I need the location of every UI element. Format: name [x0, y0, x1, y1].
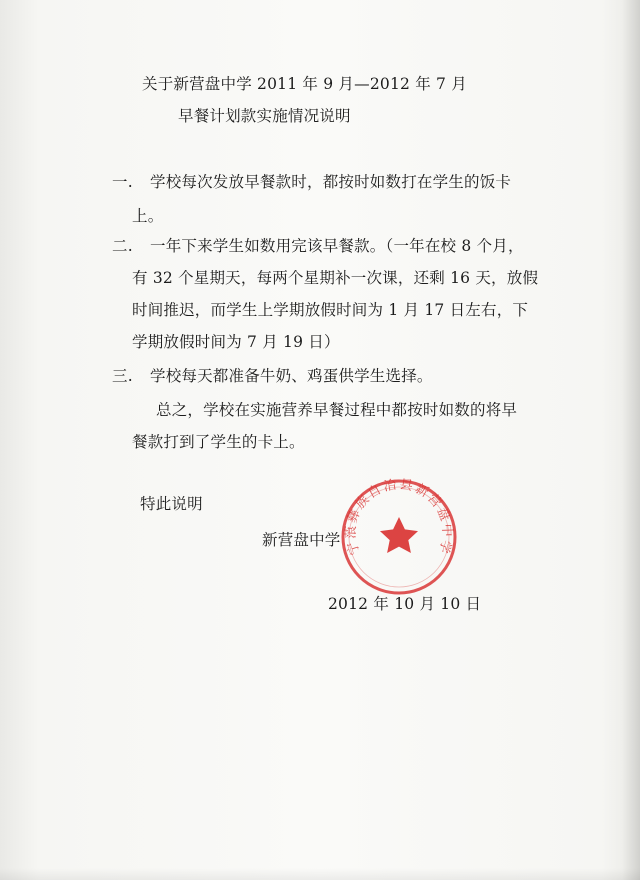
summary-line-1: 总之，学校在实施营养早餐过程中都按时如数的将早	[156, 401, 518, 419]
item-1-line-2: 上。	[132, 207, 164, 225]
item-1-number: 一.	[112, 173, 133, 191]
item-1-line-1: 学校每次发放早餐款时，都按时如数打在学生的饭卡	[150, 173, 512, 191]
title-line-1: 关于新营盘中学 2011 年 9 月—2012 年 7 月	[142, 75, 467, 93]
seal-star-icon	[380, 517, 418, 553]
item-2-line-2: 有 32 个星期天，每两个星期补一次课，还剩 16 天，放假	[132, 269, 539, 287]
item-2-line-4: 学期放假时间为 7 月 19 日）	[132, 333, 340, 351]
official-seal	[340, 478, 458, 596]
item-2-line-1: 一年下来学生如数用完该早餐款。（一年在校 8 个月，	[150, 237, 524, 255]
title-line-2: 早餐计划款实施情况说明	[178, 107, 351, 125]
page-right-shadow	[622, 0, 640, 880]
page-bottom-shadow	[0, 868, 640, 880]
seal-text: 宁蒗彝族自治县新营盘中学	[343, 478, 455, 557]
item-3-line-1: 学校每天都准备牛奶、鸡蛋供学生选择。	[150, 367, 433, 385]
special-note: 特此说明	[140, 495, 203, 513]
document-date: 2012 年 10 月 10 日	[328, 595, 482, 613]
school-signature: 新营盘中学	[262, 531, 341, 549]
item-3-number: 三.	[112, 367, 133, 385]
summary-line-2: 餐款打到了学生的卡上。	[132, 433, 305, 451]
item-2-number: 二.	[112, 237, 133, 255]
item-2-line-3: 时间推迟，而学生上学期放假时间为 1 月 17 日左右，下	[132, 301, 529, 319]
